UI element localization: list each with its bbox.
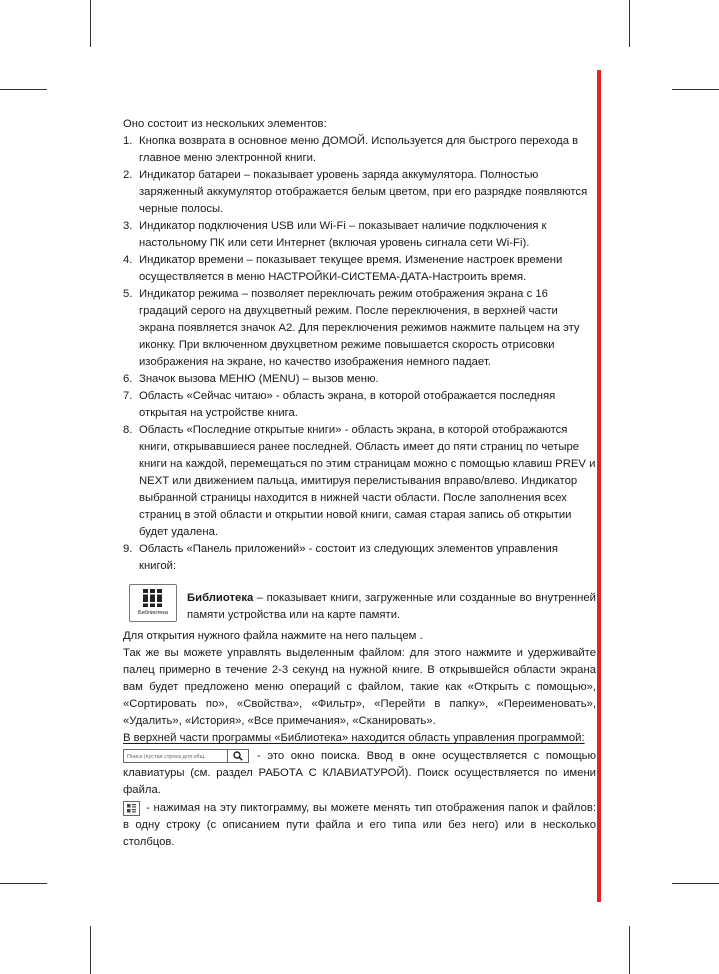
- list-text: Кнопка возврата в основное меню ДОМОЙ. Используется для быстрого перехода в главное меню электронной книги.: [139, 135, 579, 164]
- view-mode-paragraph: [123, 800, 596, 851]
- view-mode-button[interactable]: [123, 801, 140, 816]
- list-text: Индикатор времени – показывает текущее время. Изменение настроек времени осуществляется в меню НАСТРОЙКИ-СИСТЕМА-ДАТА-Настроить время.: [139, 254, 563, 283]
- search-paragraph: [123, 748, 596, 799]
- search-button[interactable]: [227, 749, 249, 763]
- search-description: - это окно поиска. Ввод в окне осуществляется с помощью клавиатуры (см. раздел РАБОТА С КЛАВИАТУРОЙ). Поиск осуществляется по имени файла.: [123, 750, 596, 796]
- library-title: Библиотека: [187, 592, 254, 604]
- list-text: Индикатор батареи – показывает уровень заряда аккумулятора. Полностью заряженный аккумулятор отображается белым цветом, при его разрядке появляются черные полосы.: [139, 169, 588, 215]
- list-item: [123, 371, 596, 388]
- elements-list: [123, 133, 596, 575]
- list-number: 3.: [123, 220, 133, 232]
- list-text: Индикатор подключения USB или Wi-Fi – показывает наличие подключения к настольному ПК или сети Интернет (включая уровень сигнала сети Wi-Fi).: [139, 220, 547, 249]
- list-item: [123, 252, 596, 286]
- crop-mark: [629, 0, 630, 47]
- crop-mark: [0, 883, 47, 884]
- library-description-text: – показывает книги, загруженные или созданные во внутренней памяти устройства или на карте памяти.: [187, 592, 596, 621]
- crop-mark: [90, 926, 91, 974]
- list-item: [123, 388, 596, 422]
- grid-view-icon: [127, 804, 136, 813]
- crop-mark: [629, 926, 630, 974]
- books-icon: [142, 588, 164, 608]
- list-text: Значок вызова МЕНЮ (MENU) – вызов меню.: [139, 373, 379, 385]
- list-text: Область «Последние открытые книги» - область экрана, в которой отображаются книги, открывавшиеся ранее последней. Область имеет до пяти страниц по четыре книги на каждой, перемещаться по этим страницам можно с помощью клавиш PREV и NEXT или движением пальца, имитируя перелистывания вправо/влево. Индикатор выбранной страницы находится в нижней части области. После заполнения всех страниц в этой области и открытии новой книги, самая старая запись об открытии будет удалена.: [139, 424, 596, 538]
- library-icon-caption: Библиотека: [138, 610, 168, 616]
- intro-text: Оно состоит из нескольких элементов:: [123, 118, 327, 130]
- list-item: [123, 218, 596, 252]
- library-app-button[interactable]: [129, 584, 177, 622]
- view-mode-description: - нажимая на эту пиктограмму, вы можете менять тип отображения папок и файлов: в одну строку (с описанием пути файла и его типа или без него) или в несколько столбцов.: [123, 802, 596, 848]
- document-body: [123, 116, 596, 851]
- list-number: 5.: [123, 288, 133, 300]
- control-area-paragraph: В верхней части программы «Библиотека» находится область управления программой:: [123, 732, 585, 744]
- manage-file-paragraph: Так же вы можете управлять выделенным файлом: для этого нажмите и удерживайте палец примерно в течение 2-3 секунд на нужной книге. В открывшейся области экрана вам будет предложено меню операций с файлом, такие как «Открыть с помощью», «Сортировать по», «Свойства», «Фильтр», «Перейти в папку», «Переименовать», «Удалить», «История», «Все примечания», «Сканировать».: [123, 647, 596, 727]
- list-item: [123, 133, 596, 167]
- crop-mark: [672, 89, 719, 90]
- crop-mark: [90, 0, 91, 47]
- list-item: [123, 286, 596, 371]
- list-number: 7.: [123, 390, 133, 402]
- crop-mark: [0, 89, 47, 90]
- search-widget: [123, 749, 249, 763]
- list-number: 1.: [123, 135, 133, 147]
- crop-mark: [672, 883, 719, 884]
- list-text: Область «Панель приложений» - состоит из следующих элементов управления книгой:: [139, 543, 558, 572]
- list-number: 8.: [123, 424, 133, 436]
- library-app-row: [123, 584, 596, 624]
- list-number: 6.: [123, 373, 133, 385]
- search-icon: [233, 751, 243, 761]
- list-text: Область «Сейчас читаю» - область экрана, в которой отображается последняя открытая на устройстве книга.: [139, 390, 556, 419]
- search-input[interactable]: Поиск (пустая строка для общ.: [123, 749, 227, 763]
- list-number: 2.: [123, 169, 133, 181]
- list-item: [123, 167, 596, 218]
- list-number: 4.: [123, 254, 133, 266]
- list-text: Индикатор режима – позволяет переключать режим отображения экрана с 16 градаций серого на двухцветный режим. После переключения, в верхней части экрана появляется значок А2. Для переключения режимов нажмите пальцем на эту иконку. При включенном двухцветном режиме повышается скорость отрисовки изображения на экране, но качество изображения немного падает.: [139, 288, 580, 368]
- list-item: [123, 422, 596, 541]
- page-edge-accent-bar: [597, 70, 601, 902]
- open-file-paragraph: Для открытия нужного файла нажмите на него пальцем .: [123, 630, 423, 642]
- list-item: [123, 541, 596, 575]
- library-description: [187, 584, 596, 624]
- list-number: 9.: [123, 543, 133, 555]
